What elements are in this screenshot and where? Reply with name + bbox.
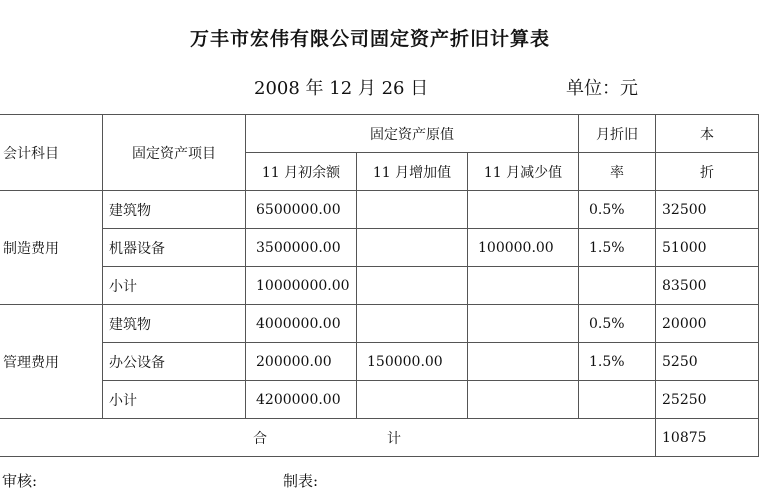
decrease-cell (468, 343, 579, 381)
table-row (0, 229, 759, 267)
decrease-cell (468, 191, 579, 229)
table-row (0, 267, 759, 305)
item-cell: 小计 (103, 267, 246, 305)
item-cell: 机器设备 (103, 229, 246, 267)
header-subject: 会计科目 (0, 115, 103, 191)
table-row (0, 381, 759, 419)
header-decrease: 11 月减少值 (468, 153, 579, 191)
depreciation-cell: 5250 (656, 343, 759, 381)
header-row-1 (0, 115, 759, 153)
rate-cell: 1.5% (579, 343, 656, 381)
total-label-left: 合 (253, 430, 267, 447)
depreciation-cell: 83500 (656, 267, 759, 305)
increase-cell (357, 229, 468, 267)
header-original-value: 固定资产原值 (246, 115, 579, 153)
item-cell: 建筑物 (103, 191, 246, 229)
opening-cell: 6500000.00 (246, 191, 357, 229)
increase-cell (357, 191, 468, 229)
opening-cell: 4000000.00 (246, 305, 357, 343)
decrease-cell (468, 267, 579, 305)
rate-cell: 0.5% (579, 191, 656, 229)
sheet-date: 2008 年 12 月 26 日 (254, 78, 429, 99)
depreciation-cell: 32500 (656, 191, 759, 229)
increase-cell (357, 267, 468, 305)
depreciation-cell: 25250 (656, 381, 759, 419)
opening-cell: 10000000.00 (246, 267, 357, 305)
header-increase: 11 月增加值 (357, 153, 468, 191)
total-row (0, 419, 759, 457)
preparer-label: 制表: (283, 472, 319, 490)
depreciation-cell: 51000 (656, 229, 759, 267)
increase-cell (357, 381, 468, 419)
table-row (0, 191, 759, 229)
rate-cell (579, 267, 656, 305)
opening-cell: 200000.00 (246, 343, 357, 381)
header-depreciation-line1: 本 (656, 115, 759, 153)
decrease-cell: 100000.00 (468, 229, 579, 267)
opening-cell: 4200000.00 (246, 381, 357, 419)
decrease-cell (468, 381, 579, 419)
header-item: 固定资产项目 (103, 115, 246, 191)
item-cell: 小计 (103, 381, 246, 419)
subject-cell: 管理费用 (0, 305, 103, 419)
subject-cell: 制造费用 (0, 191, 103, 305)
opening-cell: 3500000.00 (246, 229, 357, 267)
currency-unit: 单位：元 (566, 78, 638, 99)
header-rate-line2: 率 (579, 153, 656, 191)
rate-cell: 1.5% (579, 229, 656, 267)
total-label (0, 419, 656, 457)
total-label-right: 计 (387, 430, 401, 447)
increase-cell: 150000.00 (357, 343, 468, 381)
header-opening-balance: 11 月初余额 (246, 153, 357, 191)
total-depreciation-cell: 10875 (656, 419, 759, 457)
item-cell: 办公设备 (103, 343, 246, 381)
depreciation-table (0, 114, 759, 457)
sheet-title: 万丰市宏伟有限公司固定资产折旧计算表 (189, 28, 550, 50)
rate-cell: 0.5% (579, 305, 656, 343)
audit-label: 审核: (2, 472, 38, 490)
rate-cell (579, 381, 656, 419)
depreciation-cell: 20000 (656, 305, 759, 343)
header-depreciation-line2: 折 (656, 153, 759, 191)
item-cell: 建筑物 (103, 305, 246, 343)
increase-cell (357, 305, 468, 343)
table-row (0, 305, 759, 343)
header-rate-line1: 月折旧 (579, 115, 656, 153)
decrease-cell (468, 305, 579, 343)
table-row (0, 343, 759, 381)
